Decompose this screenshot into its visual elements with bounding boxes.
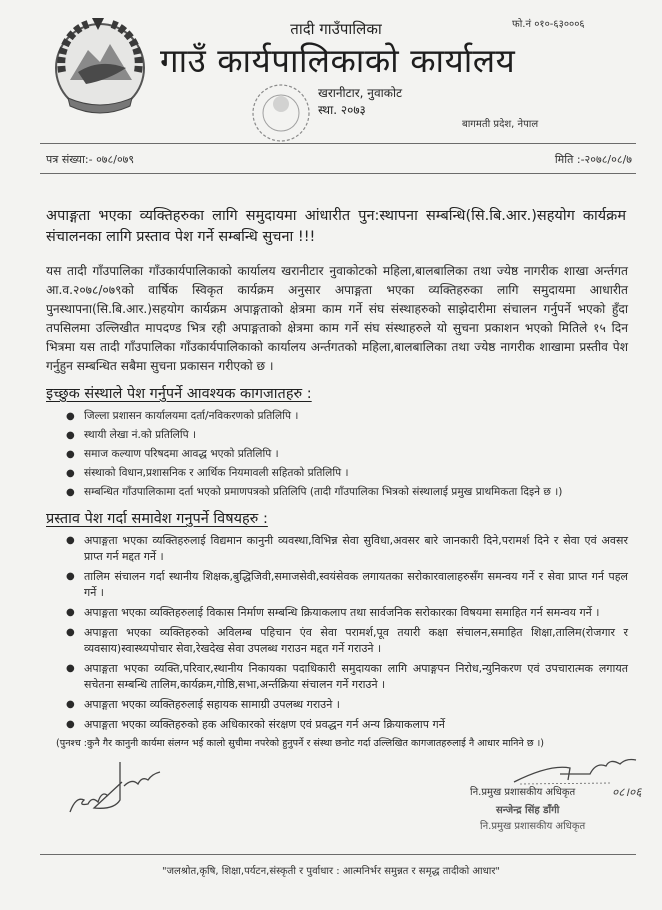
reference-number: पत्र संख्या:- ०७८/०७९ (46, 153, 135, 166)
signatory-title: नि.प्रमुख प्रशासकीय अधिकृत (470, 787, 576, 798)
list-item: ● अपाङ्गता भएका व्यक्तिहरुलाई विकास निर्माण सम्बन्धि क्रियाकलाप तथा सार्वजनिक सरोकारका विषयमा समाहित गर्न समन्वय गर्ने । (66, 606, 600, 619)
proposal-list (60, 533, 628, 733)
handwritten-date: ०८।०६ (612, 785, 642, 799)
notice-subject: अपाङ्गता भएका व्यक्तिहरुका लागि समुदायमा आंधारीत पुन:स्थापना सम्बन्धि(सि.बि.आर.)सहयोग कार्यक्रम संचालनका लागि प्रस्ताव पेश गर्ने सम्बन्धि सुचना !!! (46, 208, 626, 245)
notice-body: यस तादी गाँउपालिका गाँउकार्यपालिकाको कार्यालय खरानीटार नुवाकोटको महिला,बालबालिका तथा ज्येष्ठ नागरीक शाखा अर्न्तगत आ.व.२०७८/०७९को वार्षिक स्विकृत कार्यक्रम अनुसार अपाङ्गता भएका व्यक्तिहरुका लागि समुदायमा आधारीत पुनस्थापना(सि.बि.आर.)सहयोग कार्यक्रम अपाङ्गताको क्षेत्रमा काम गर्ने संघ संस्थाहरुको साझेदारीमा संचालन गर्नुपर्ने भएको हुँदा तपसिलमा उल्लिखीत मापदण्ड भित्र रही अपाङ्गताको क्षेत्रमा काम गर्ने संघ संस्थाहरुले यो सुचना प्रकाशन भएको मितिले १५ दिन भित्रमा यस तादी गाँउपालिका गाँउकार्यपालिकाको कार्यालय अर्न्तगतको महिला,बालबालिका तथा ज्येष्ठ नागरीक शाखामा प्रस्तीव पेश गर्नुहुन सम्बन्धित सबैमा सुचना प्रकासन गरीएको छ । (46, 264, 628, 373)
bullet-icon: ● (66, 535, 75, 546)
left-signature-icon (62, 760, 172, 820)
list-item: ● अपाङ्गता भएका व्यक्तिहरुलाई विद्यमान कानुनी व्यवस्था,विभिन्न सेवा सुविधा,अवसर बारे जानकारी दिने,परामर्श दिने र सेवा एवं अवसर प्राप्त गर्न मद्दत गर्ने । (66, 534, 628, 563)
municipality-name: तादी गाउँपालिका (290, 20, 382, 38)
office-address: खरानीटार, नुवाकोट (318, 86, 403, 100)
bullet-icon: ● (66, 719, 75, 730)
list-item: ● सम्बन्धित गाँउपालिकामा दर्ता भएको प्रमाणपत्रको प्रतिलिपि (तादी गाँउपालिका भित्रको संस्थालाई प्रमुख प्राथमिकता दिइने छ ।) (60, 484, 628, 501)
list-item: ● समाज कल्याण परिषदमा आवद्ध भएको प्रतिलिपि । (60, 446, 628, 463)
list-item: ● अपाङ्गता भएका व्यक्तिहरुको अविलम्ब पहिचान एंव सेवा परामर्श,पूव तयारी कक्षा संचालन,समाहित शिक्षा,तालिम(रोजगार र व्यवसाय)स्वास्थ्यपोचार सेवा,रेखदेख सेवा उपलब्ध गराउन मद्दत गर्ने गराउने । (66, 626, 628, 655)
bullet-icon: ● (66, 487, 75, 498)
postscript-note: (पुनश्च :कुनै गैर कानुनी कार्यमा संलग्न भई कालो सुचीमा नपरेको हुनुपर्ने र संस्था छनोट गर्दा उल्लिखित कागजातहरुलाई नै आधार मानिने छ ।) (56, 738, 544, 749)
phone-number: फो.नं ०१०-६३०००६ (512, 19, 585, 30)
province-name: बागमती प्रदेश, नेपाल (462, 119, 539, 130)
list-item: ● अपाङ्गता भएका व्यक्तिहरुको हक अधिकारको संरक्षण एवं प्रवद्धन गर्न अन्य क्रियाकलाप गर्ने (66, 718, 445, 731)
proposal-heading: प्रस्ताव पेश गर्दा समावेश गनुपर्ने विषयहरु : (46, 511, 268, 527)
office-seal-icon (250, 82, 312, 144)
established-year: स्था. २०७३ (318, 103, 366, 117)
documents-heading: इच्छुक संस्थाले पेश गर्नुपर्ने आवश्यक कागजातहरु : (46, 386, 312, 402)
signature-area (0, 756, 662, 848)
list-item: ● अपाङ्गता भएका व्यक्तिहरुलाई सहायक सामाग्री उपलब्ध गराउने । (66, 698, 340, 711)
bullet-icon: ● (66, 468, 75, 479)
header-divider-bottom (40, 173, 636, 174)
notice-content (0, 262, 662, 890)
officer-signature-icon (510, 756, 640, 786)
bullet-icon: ● (66, 699, 75, 710)
bullet-icon: ● (66, 430, 75, 441)
office-title: गाउँ कार्यपालिकाको कार्यालय (160, 41, 516, 80)
list-item: ● तालिम संचालन गर्दा स्थानीय शिक्षक,बुद्धिजिवी,समाजसेवी,स्वयंसेवक लगायतका सरोकारवालाहरुसँग समन्वय गर्ने र सेवा प्राप्त गर्न पहल गर्ने । (66, 570, 628, 599)
list-item: ● संस्थाको विधान,प्रशासनिक र आर्थिक नियमावली सहितको प्रतिलिपि । (60, 465, 628, 482)
list-item: ● स्थायी लेखा नं.को प्रतिलिपि । (60, 427, 628, 444)
footer-motto: "जलश्रोत,कृषि, शिक्षा,पर्यटन,संस्कृती र पुर्वाधार : आत्मनिर्भर समुन्नत र समृद्ध तादीको आधार" (161, 866, 501, 877)
list-item: ● जिल्ला प्रशासन कार्यालयमा दर्ता/नविकरणको प्रतिलिपि । (60, 408, 628, 425)
bullet-icon: ● (66, 607, 75, 618)
list-item: ● अपाङ्गता भएका व्यक्ति,परिवार,स्थानीय निकायका पदाधिकारी समुदायका लागि अपाङ्गपन निरोध,न्युनिकरण एवं उपचारात्मक लगायत सचेतना सम्बन्धि तालिम,कार्यक्रम,गोष्ठि,सभा,अर्न्तक्रिया संचालन गर्ने गराउने । (66, 662, 628, 691)
stamp-officer-role: नि.प्रमुख प्रशासकीय अधिकृत (480, 821, 586, 832)
header-divider-top (40, 143, 636, 144)
bullet-icon: ● (66, 449, 75, 460)
bullet-icon: ● (66, 663, 75, 674)
bullet-icon: ● (66, 627, 75, 638)
stamp-officer-name: सन्जेन्द्र सिंह डाँगी (496, 805, 560, 816)
bullet-icon: ● (66, 411, 75, 422)
documents-list (60, 408, 628, 501)
footer-divider (40, 854, 636, 855)
bullet-icon: ● (66, 571, 75, 582)
letter-date: मिति :-२०७८/०८/७ (554, 153, 632, 166)
